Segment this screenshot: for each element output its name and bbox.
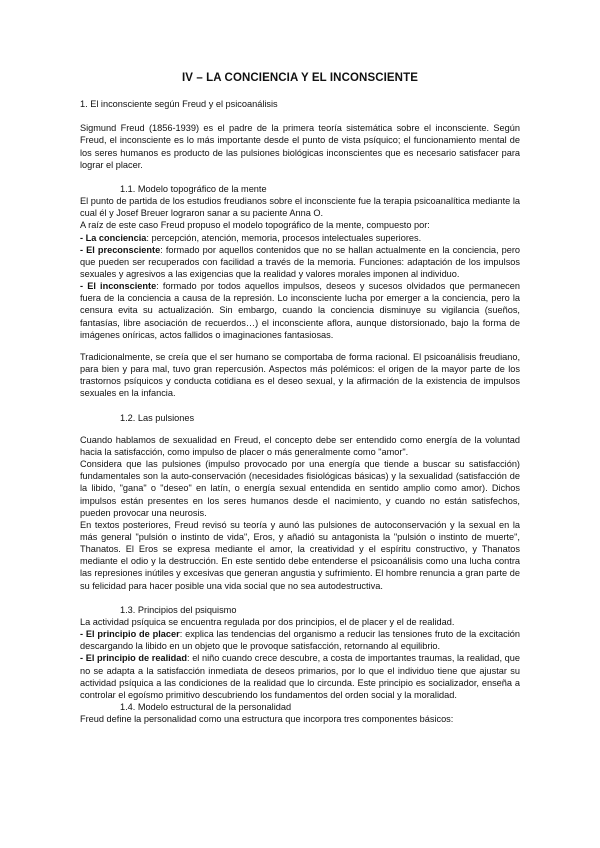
realidad-text: : el niño cuando crece descubre, a costa de importantes traumas, la realidad, que no se adapta a la satisfacción inmediata de deseos primarios, por lo que el individuo tiene que ajustar su actividad psíquica a las condiciones de la realidad que lo circunda. Este principio es socializador, enseña a controlar el egoísmo primitivo descubriendo los fundamentos del orden social y la moralidad. <box>80 653 520 700</box>
inconsciente-text: : formado por todos aquellos impulsos, deseos y sucesos olvidados que permanecen fuera de la conciencia a causa de la represión. Lo inconsciente lucha por emerger a la conciencia, pero la censura evita su actualización. Sin embargo, cuando la conciencia disminuye su vigilancia (sueños, fantasías, libre asociación de recuerdos…) el inconsciente aflora, aunque distorsionado, bajo la forma de imágenes oníricas, actos fallidos o imaginaciones fantasiosas. <box>80 281 520 340</box>
inconsciente-item <box>80 280 520 341</box>
preconsciente-item <box>80 244 520 280</box>
placer-label: - El principio de placer <box>80 629 180 640</box>
inconsciente-label: - El inconsciente <box>80 281 157 292</box>
subsection-1-1-paragraph-3: Tradicionalmente, se creía que el ser humano se comportaba de forma racional. El psicoanálisis freudiano, para bien y para mal, tuvo gran repercusión. Aspectos más polémicos: el origen de la mayor parte de los trastornos psíquicos y conducta cotidiana es el deseo sexual, y la afirmación de la existencia de impulsos sexuales en la infancia. <box>80 351 520 399</box>
conciencia-text: : percepción, atención, memoria, procesos intelectuales superiores. <box>146 232 422 243</box>
subsection-1-1-paragraph-2: A raíz de este caso Freud propuso el modelo topográfico de la mente, compuesto por: <box>80 220 430 231</box>
subsection-1-2-paragraph-3: En textos posteriores, Freud revisó su teoría y aunó las pulsiones de autoconservación y la sexual en la más general "pulsión o instinto de vida", Eros, y añadió su antagonista la "pulsión o instinto de muerte", Thanatos. El Eros se expresa mediante el amor, la creatividad y el espíritu constructivo, y Thanatos mediante el odio y la destrucción. En este sentido debe entenderse el psicoanálisis como una lucha contra las represiones inútiles y excesivas que generan angustia y sufrimiento. El hombre renuncia a gran parte de su felicidad para hacer posible una vida social que no sea autodestructiva. <box>80 519 520 591</box>
realidad-item <box>80 652 520 701</box>
preconsciente-label: - El preconsciente <box>80 244 161 255</box>
placer-item <box>80 628 520 652</box>
placer-text: : explica las tendencias del organismo a reducir las tensiones fruto de la excitación descargando la libido en un objeto que le provoque satisfacción, retornando al equilibrio. <box>80 629 520 652</box>
subsection-1-4-paragraph-1: Freud define la personalidad como una estructura que incorpora tres componentes básicos: <box>80 714 454 725</box>
realidad-label: - El principio de realidad <box>80 653 188 664</box>
document-page <box>80 72 520 725</box>
section-1-heading: 1. El inconsciente según Freud y el psicoanálisis <box>80 99 278 109</box>
conciencia-label: - La conciencia <box>80 232 147 243</box>
subsection-1-2-paragraph-2: Considera que las pulsiones (impulso provocado por una energía que tiende a buscar su satisfacción) fundamentales son la auto-conservación (necesidades fisiológicas básicas) y la sexualidad (satisfacción de la libido, "gana" o "deseo" en latín, o energía sexual entendida en sentido amplio como amor). Dichos impulsos están presentes en los seres humanos desde el nacimiento, y cuando no están satisfechos, pueden provocar una neurosis. <box>80 459 520 518</box>
document-title: IV – LA CONCIENCIA Y EL INCONSCIENTE <box>182 72 418 84</box>
subsection-1-1-paragraph-1: El punto de partida de los estudios freudianos sobre el inconsciente fue la terapia psicoanalítica mediante la cual él y Josef Breuer lograron sanar a su paciente Anna O. <box>80 196 520 219</box>
subsection-1-2-heading: 1.2. Las pulsiones <box>120 412 195 423</box>
section-1-intro: Sigmund Freud (1856-1939) es el padre de la primera teoría sistemática sobre el inconsciente. Según Freud, el inconsciente es lo más importante desde el punto de vista psíquico; el funcionamiento mental de los seres humanos es producto de las pulsiones biológicas inconscientes que es necesario satisfacer para lograr el placer. <box>80 123 520 170</box>
subsection-1-3-paragraph-1: La actividad psíquica se encuentra regulada por dos principios, el de placer y el de realidad. <box>80 616 455 627</box>
subsection-1-3-heading: 1.3. Principios del psiquismo <box>120 604 237 615</box>
preconsciente-text: : formado por aquellos contenidos que no se hallan actualmente en la conciencia, pero que pueden ser recuperados con facilidad a través de la memoria. Funciones: adaptación de los impulsos sexuales y agresivos a las exigencias que la realidad y valores morales imponen al individuo. <box>80 244 520 279</box>
subsection-1-2-paragraph-1: Cuando hablamos de sexualidad en Freud, el concepto debe ser entendido como energía de la voluntad hacia la satisfacción, como impulso de placer o más generalmente como "amor". <box>80 434 520 457</box>
subsection-1-4-heading: 1.4. Modelo estructural de la personalidad <box>120 702 292 713</box>
subsection-1-1-heading: 1.1. Modelo topográfico de la mente <box>120 183 267 194</box>
conciencia-item <box>80 232 520 244</box>
